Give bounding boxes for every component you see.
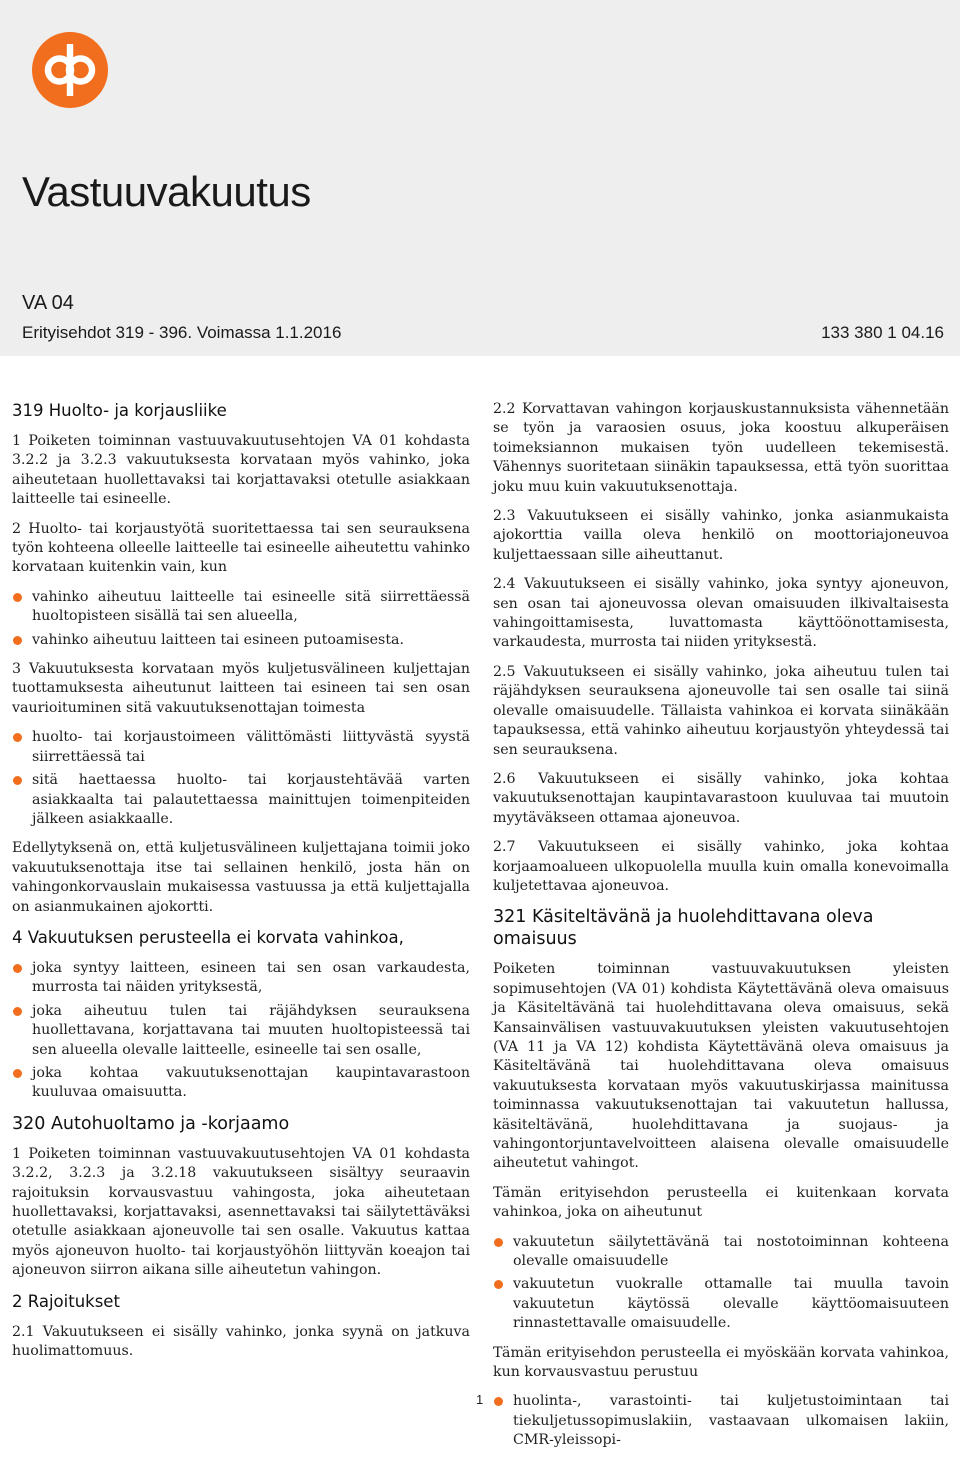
document-code: VA 04 bbox=[22, 292, 74, 314]
bullet-list bbox=[12, 728, 470, 829]
paragraph: 2.4 Vakuutukseen ei sisälly vahinko, joka syntyy ajoneuvon, sen osan tai ajoneuvossa olevan omaisuuden ilkivaltaisesta vahingoittamisesta, luvattomasta käyttöönottamisesta, varkaudesta, murrosta tai niiden yrityksestä. bbox=[493, 576, 949, 651]
paragraph: Tämän erityisehdon perusteella ei myöskään korvata vahinkoa, kun korvausvastuu perustuu bbox=[493, 1344, 949, 1381]
paragraph: 1 Poiketen toiminnan vastuuvakuutusehtojen VA 01 kohdasta 3.2.2, 3.2.3 ja 3.2.18 vakuutukseen sisältyy seuraavin rajoituksin korvausvastuu vahingosta, joka aiheutetaan huollettavaksi, korjattavaksi, asennettavaksi tai säilytettäväksi otetulle asiakkaan ajoneuvolle tai sen osalle. Vakuutus kattaa myös ajoneuvon huolto- tai korjaustyöhön liittyvän koeajon tai ajoneuvon siirron aikana sille aiheutetun vahingon. bbox=[12, 1145, 470, 1279]
document-header bbox=[0, 0, 960, 356]
subsection-4-heading: 4 Vakuutuksen perusteella ei korvata vahinkoa, bbox=[12, 927, 404, 947]
paragraph: 3 Vakuutuksesta korvataan myös kuljetusvälineen kuljettajan tuottamuksesta aiheutunut laitteen tai esineen tai sen osan vaurioituminen sitä vakuutuksenottajan toimesta bbox=[12, 661, 470, 716]
list-item: huolto- tai korjaustoimeen välittömästi liittyvästä syystä siirrettäessä tai bbox=[12, 728, 470, 767]
paragraph: 2.2 Korvattavan vahingon korjauskustannuksista vähennetään se työn ja varaosien osuus, joka koostuu alkuperäisen toimeksiannon mukaisen työn uudelleen tekemisestä. Vähennys suoritetaan siinäkin tapauksessa, että työn suorittaa joku muu kuin vakuutuksenottaja. bbox=[493, 401, 949, 495]
bullet-list bbox=[12, 959, 470, 1103]
list-item: joka kohtaa vakuutuksenottajan kaupintavarastoon kuuluvaa omaisuutta. bbox=[12, 1064, 470, 1103]
left-column bbox=[12, 400, 470, 1371]
paragraph: 2.3 Vakuutukseen ei sisälly vahinko, jonka asianmukaista ajokorttia vailla oleva henkilö on moottoriajoneuvoa kuljettaessaan sille aiheuttanut. bbox=[493, 508, 949, 563]
page-number: 1 bbox=[476, 1392, 484, 1407]
list-item: huolinta-, varastointi- tai kuljetustoimintaan tai tiekuljetussopimuslakiin, vastaavaan ulkomaisen lakiin, CMR-yleissopi- bbox=[493, 1392, 949, 1450]
paragraph: Edellytyksenä on, että kuljetusvälineen kuljettajana toimii joko vakuutuksenottaja itse tai sellainen henkilö, josta hän on vahingonkorvauslain mukaisessa vastuussa ja että kuljettajalla on asianmukainen ajokortti. bbox=[12, 840, 470, 915]
paragraph: 1 Poiketen toiminnan vastuuvakuutusehtojen VA 01 kohdasta 3.2.2 ja 3.2.3 vakuutuksesta korvataan myös vahinko, joka aiheutetaan huollettavaksi tai korjattavaksi otetulle asiakkaan laitteelle tai esineelle. bbox=[12, 433, 470, 508]
document-title: Vastuuvakuutus bbox=[22, 168, 311, 215]
document-subtitle: Erityisehdot 319 - 396. Voimassa 1.1.2016 bbox=[22, 323, 342, 342]
paragraph: 2.5 Vakuutukseen ei sisälly vahinko, joka aiheutuu tulen tai räjähdyksen seurauksena ajoneuvolle tai sen osalle tai siinä olevalle omaisuudelle. Tällaista vahinkoa ei korvata siinäkään tapauksessa, että vahinko aiheutuu korjaustyön yhteydessä tai sen seurauksena. bbox=[493, 663, 949, 758]
op-logo-icon bbox=[32, 32, 108, 108]
bullet-list bbox=[493, 1392, 949, 1450]
section-320-heading: 320 Autohuoltamo ja -korjaamo bbox=[12, 1113, 290, 1134]
document-number: 133 380 1 04.16 bbox=[821, 323, 944, 342]
list-item: vahinko aiheutuu laitteen tai esineen putoamisesta. bbox=[12, 631, 470, 650]
section-319-heading: 319 Huolto- ja korjausliike bbox=[12, 401, 227, 420]
list-item: vahinko aiheutuu laitteelle tai esineelle sitä siirrettäessä huoltopisteen sisällä tai sen alueella, bbox=[12, 588, 470, 627]
list-item: sitä haettaessa huolto- tai korjaustehtävää varten asiakkaalta tai palautettaessa mainittujen toimenpiteiden jälkeen asiakkaalle. bbox=[12, 771, 470, 829]
paragraph: Poiketen toiminnan vastuuvakuutuksen yleisten sopimusehtojen (VA 01) kohdista Käytettävänä oleva omaisuus ja Käsiteltävänä tai huolehdittavana oleva omaisuus, sekä Kansainvälisen vastuuvakuutuksen yleisten vakuutusehtojen (VA 11 ja VA 12) kohdista Käytettävänä oleva omaisuus ja Käsiteltävänä tai huolehdittavana oleva omaisuus vakuutuksesta korvataan myös vakuutuskirjassa mainitussa toiminnassa vakuutuksenottajan tai vakuutetun hallussa, käsiteltävänä, huolehdittavana ja suojaus- ja vahingontorjuntavelvoitteen alaisena olevalle omaisuudelle aiheutetut vahingot. bbox=[493, 961, 949, 1172]
paragraph: 2.6 Vakuutukseen ei sisälly vahinko, joka kohtaa vakuutuksenottajan kaupintavarastoon kuuluvaa tai muutoin myytäväkseen ottamaa ajoneuvoa. bbox=[493, 770, 949, 826]
bullet-list bbox=[12, 588, 470, 650]
right-column bbox=[493, 400, 949, 1461]
paragraph: 2 Huolto- tai korjaustyötä suoritettaessa tai sen seurauksena työn kohteena olleelle laitteelle tai esineelle aiheutettu vahinko korvataan kuitenkin vain, kun bbox=[12, 520, 470, 576]
list-item: vakuutetun säilytettävänä tai nostotoiminnan kohteena olevalle omaisuudelle bbox=[493, 1233, 949, 1272]
list-item: joka aiheutuu tulen tai räjähdyksen seurauksena huollettavana, korjattavana tai muuten huoltopisteessä tai sen alueella olevalle laitteelle, esineelle tai sen osalle, bbox=[12, 1002, 470, 1060]
paragraph: 2.7 Vakuutukseen ei sisälly vahinko, joka kohtaa korjaamoalueen ulkopuolella muulla kuin omalla konevoimalla kuljetettavaa ajoneuvoa. bbox=[493, 839, 949, 894]
section-321-heading: 321 Käsiteltävänä ja huolehdittavana oleva omaisuus bbox=[493, 907, 874, 950]
list-item: vakuutetun vuokralle ottamalle tai muulla tavoin vakuutetun käytössä olevalle käyttöomaisuuteen rinnastettavalle omaisuudelle. bbox=[493, 1275, 949, 1333]
paragraph: Tämän erityisehdon perusteella ei kuitenkaan korvata vahinkoa, joka on aiheutunut bbox=[493, 1184, 949, 1221]
subsection-2-heading: 2 Rajoitukset bbox=[12, 1291, 120, 1311]
paragraph: 2.1 Vakuutukseen ei sisälly vahinko, jonka syynä on jatkuva huolimattomuus. bbox=[12, 1323, 470, 1360]
bullet-list bbox=[493, 1233, 949, 1334]
list-item: joka syntyy laitteen, esineen tai sen osan varkaudesta, murrosta tai näiden yrityksestä, bbox=[12, 959, 470, 998]
